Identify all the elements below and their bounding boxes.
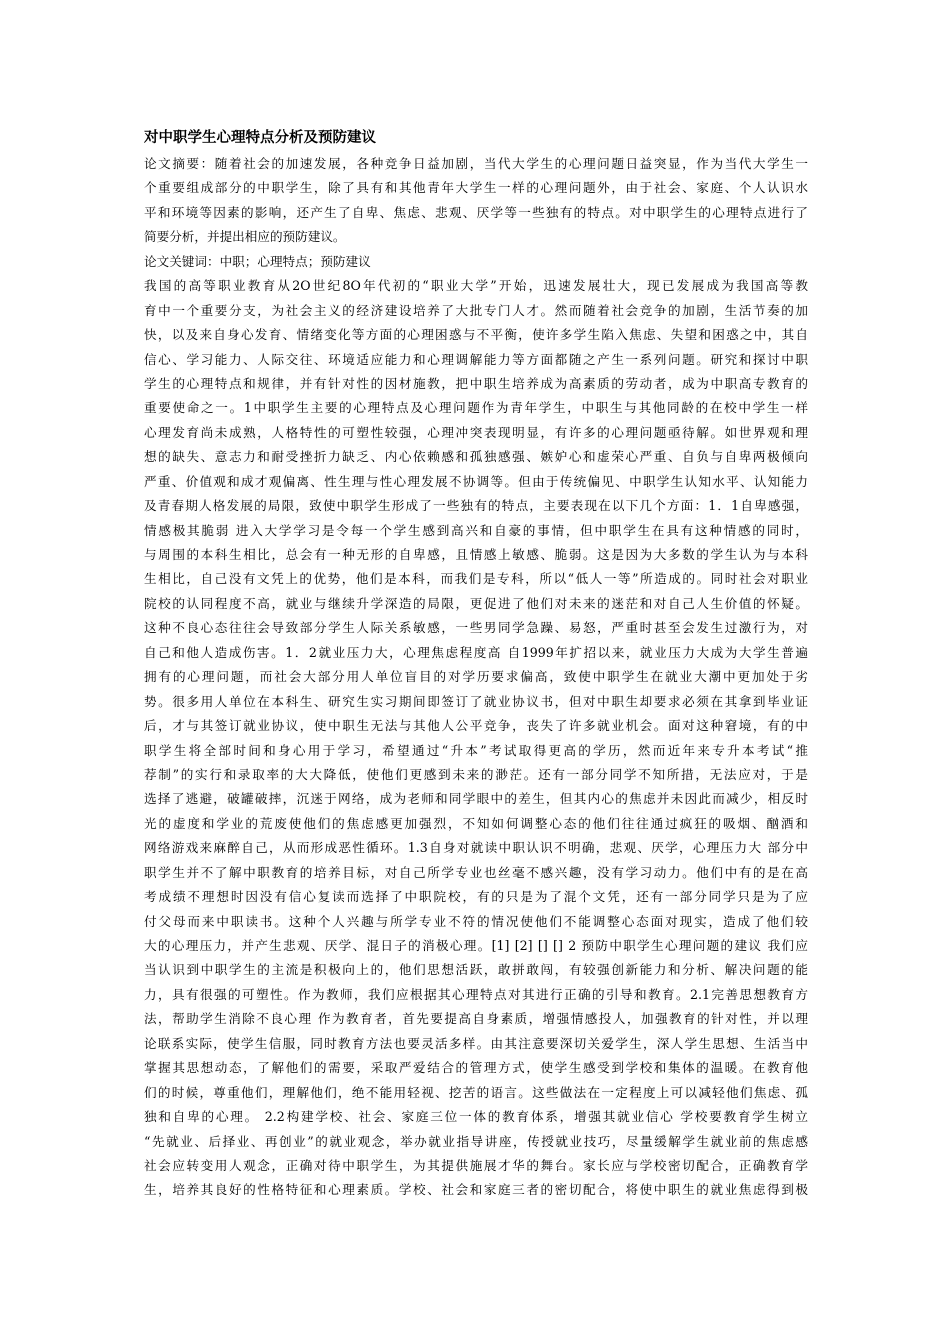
document-title: 对中职学生心理特点分析及预防建议 (144, 130, 376, 146)
body-line: 大的心理压力，并产生悲观、厌学、混日子的消极心理。[1] [2] [] [] 2 预防中职学生心理问题的建议 我们应 (144, 938, 808, 953)
body-line: 力，具有很强的可塑性。作为教师，我们应根据其心理特点对其进行正确的引导和教育。2.1完善思想教育方 (144, 986, 808, 1002)
abstract-line: 简要分析，并提出相应的预防建议。 (144, 229, 346, 245)
body-line: 考成绩不理想时因没有信心复读而选择了中职院校，有的只是为了混个文凭，还有一部分同学只是为了应 (144, 889, 808, 905)
body-line: 育中一个重要分支，为社会主义的经济建设培养了大批专门人才。然而随着社会竞争的加剧，生活节奏的加 (144, 302, 808, 318)
body-line: 拥有的心理问题，而社会大部分用人单位盲目的对学历要求偏高，致使中职学生在就业大潮中更加处于劣 (144, 669, 808, 685)
body-line: 论联系实际，使学生信服，同时教育方法也要灵活多样。由其注意要深切关爱学生，深人学生思想、生活当中 (144, 1035, 808, 1051)
body-line: 我国的高等职业教育从2O世纪8O年代初的“职业大学”开始，迅速发展壮大，现已发展成为我国高等教 (144, 278, 808, 294)
body-line: 网络游戏来麻醉自己，从而形成恶性循环。1.3自身对就读中职认识不明确，悲观、厌学，心理压力大 部分中 (144, 840, 808, 856)
body-line: 付父母而来中职读书。这种个人兴趣与所学专业不符的情况使他们不能调整心态面对现实，造成了他们较 (144, 913, 808, 929)
body-line: 严重、价值观和成才观偏离、性生理与性心理发展不协调等。但由于传统偏见、中职学生认知水平、认知能力 (144, 473, 808, 489)
body-line: 荐制”的实行和录取率的大大降低，使他们更感到未来的渺茫。还有一部分同学不知所措，无法应对，于是 (144, 766, 808, 782)
body-line: 与周围的本科生相比，总会有一种无形的自卑感，且情感上敏感、脆弱。这是因为大多数的学生认为与本科 (144, 547, 808, 562)
body-line: 心理发育尚未成熟，人格特性的可塑性较强，心理冲突表现明显，有许多的心理问题亟待解。如世界观和理 (144, 424, 808, 440)
body-line: 学生的心理特点和规律，并有针对性的因材施教，把中职生培养成为高素质的劳动者，成为中职高专教育的 (144, 375, 808, 391)
abstract-line: 平和环境等因素的影响，还产生了自卑、焦虑、悲观、厌学等一些独有的特点。对中职学生的心理特点进行了 (144, 204, 808, 220)
abstract-line: 个重要组成部分的中职学生，除了具有和其他青年大学生一样的心理问题外，由于社会、家庭、个人认识水 (144, 180, 808, 196)
body-line: 这种不良心态往往会导致部分学生人际关系敏感，一些男同学急躁、易怒，严重时甚至会发生过激行为，对 (144, 620, 808, 636)
document-page (144, 126, 808, 1203)
body-line: 想的缺失、意志力和耐受挫折力缺乏、内心依赖感和孤独感强、嫉妒心和虚荣心严重、自负与自卑两极倾向 (144, 449, 808, 465)
abstract-paragraph (144, 152, 808, 250)
keywords-line: 论文关键词：中职；心理特点；预防建议 (144, 253, 371, 269)
body-line: 信心、学习能力、人际交往、环境适应能力和心理调解能力等方面都随之产生一系列问题。研究和探讨中职 (144, 351, 808, 367)
body-line: 重要使命之一。1中职学生主要的心理特点及心理问题作为青年学生，中职生与其他同龄的在校中学生一样 (144, 400, 808, 416)
body-line: 选择了逃避，破罐破摔，沉迷于网络，成为老师和同学眼中的差生，但其内心的焦虑并未因此而减少，相反时 (144, 791, 808, 807)
body-line: 独和自卑的心理。 2.2构建学校、社会、家庭三位一体的教育体系，增强其就业信心 学校要教育学生树立 (144, 1109, 808, 1125)
body-line: 势。很多用人单位在本科生、研究生实习期间即签订了就业协议书，但对中职生却要求必须在其拿到毕业证 (144, 693, 808, 709)
body-line: 院校的认同程度不高，就业与继续升学深造的局限，更促进了他们对未来的迷茫和对自己人生价值的怀疑。 (144, 595, 808, 611)
body-paragraph (144, 274, 808, 1203)
body-line: 及青春期人格发展的局限，致使中职学生形成了一些独有的特点，主要表现在以下几个方面：1．1自卑感强， (144, 498, 808, 514)
body-line: 生，培养其良好的性格特征和心理素质。学校、社会和家庭三者的密切配合，将使中职生的就业焦虑得到极 (144, 1182, 808, 1198)
body-line: 们的时候，尊重他们，理解他们，绝不能用轻视、挖苦的语言。这些做法在一定程度上可以减轻他们焦虑、孤 (144, 1084, 808, 1100)
body-line: 职学生并不了解中职教育的培养目标，对自己所学专业也丝毫不感兴趣，没有学习动力。他们中有的是在高 (144, 864, 808, 880)
body-line: 后，才与其签订就业协议，使中职生无法与其他人公平竞争，丧失了许多就业机会。面对这种窘境，有的中 (144, 718, 808, 734)
body-line: 职学生将全部时间和身心用于学习，希望通过“升本”考试取得更高的学历，然而近年来专升本考试“推 (144, 742, 808, 758)
abstract-line: 论文摘要：随着社会的加速发展，各种竞争日益加剧，当代大学生的心理问题日益突显，作为当代大学生一 (144, 156, 808, 171)
body-line: 掌握其思想动态，了解他们的需要，采取严爱结合的管理方式，使学生感受到学校和集体的温暖。在教育他 (144, 1060, 808, 1076)
body-line: 法，帮助学生消除不良心理 作为教育者，首先要提高自身素质，增强情感投人，加强教育的针对性，并以理 (144, 1011, 808, 1027)
body-line: 生相比，自己没有文凭上的优势，他们是本科，而我们是专科，所以“低人一等”所造成的。同时社会对职业 (144, 571, 808, 587)
body-line: 社会应转变用人观念，正确对待中职学生，为其提供施展才华的舞台。家长应与学校密切配合，正确教育学 (144, 1157, 808, 1173)
body-line: 快，以及来自身心发育、情绪变化等方面的心理困惑与不平衡，使许多学生陷入焦虑、失望和困惑之中，其自 (144, 327, 808, 343)
body-line: 自己和他人造成伤害。1．2就业压力大，心理焦虑程度高 自1999年扩招以来，就业压力大成为大学生普遍 (144, 644, 808, 660)
body-line: 当认识到中职学生的主流是积极向上的，他们思想活跃，敢拼敢闯，有较强创新能力和分析、解决问题的能 (144, 962, 808, 978)
body-line: 情感极其脆弱 进入大学学习是令每一个学生感到高兴和自豪的事情，但中职学生在具有这种情感的同时， (144, 522, 808, 538)
body-line: 光的虚度和学业的荒废使他们的焦虑感更加强烈，不知如何调整心态的他们往往通过疯狂的吸烟、酗酒和 (144, 815, 808, 831)
body-line: “先就业、后择业、再创业”的就业观念，举办就业指导讲座，传授就业技巧，尽量缓解学生就业前的焦虑感 (144, 1133, 808, 1149)
